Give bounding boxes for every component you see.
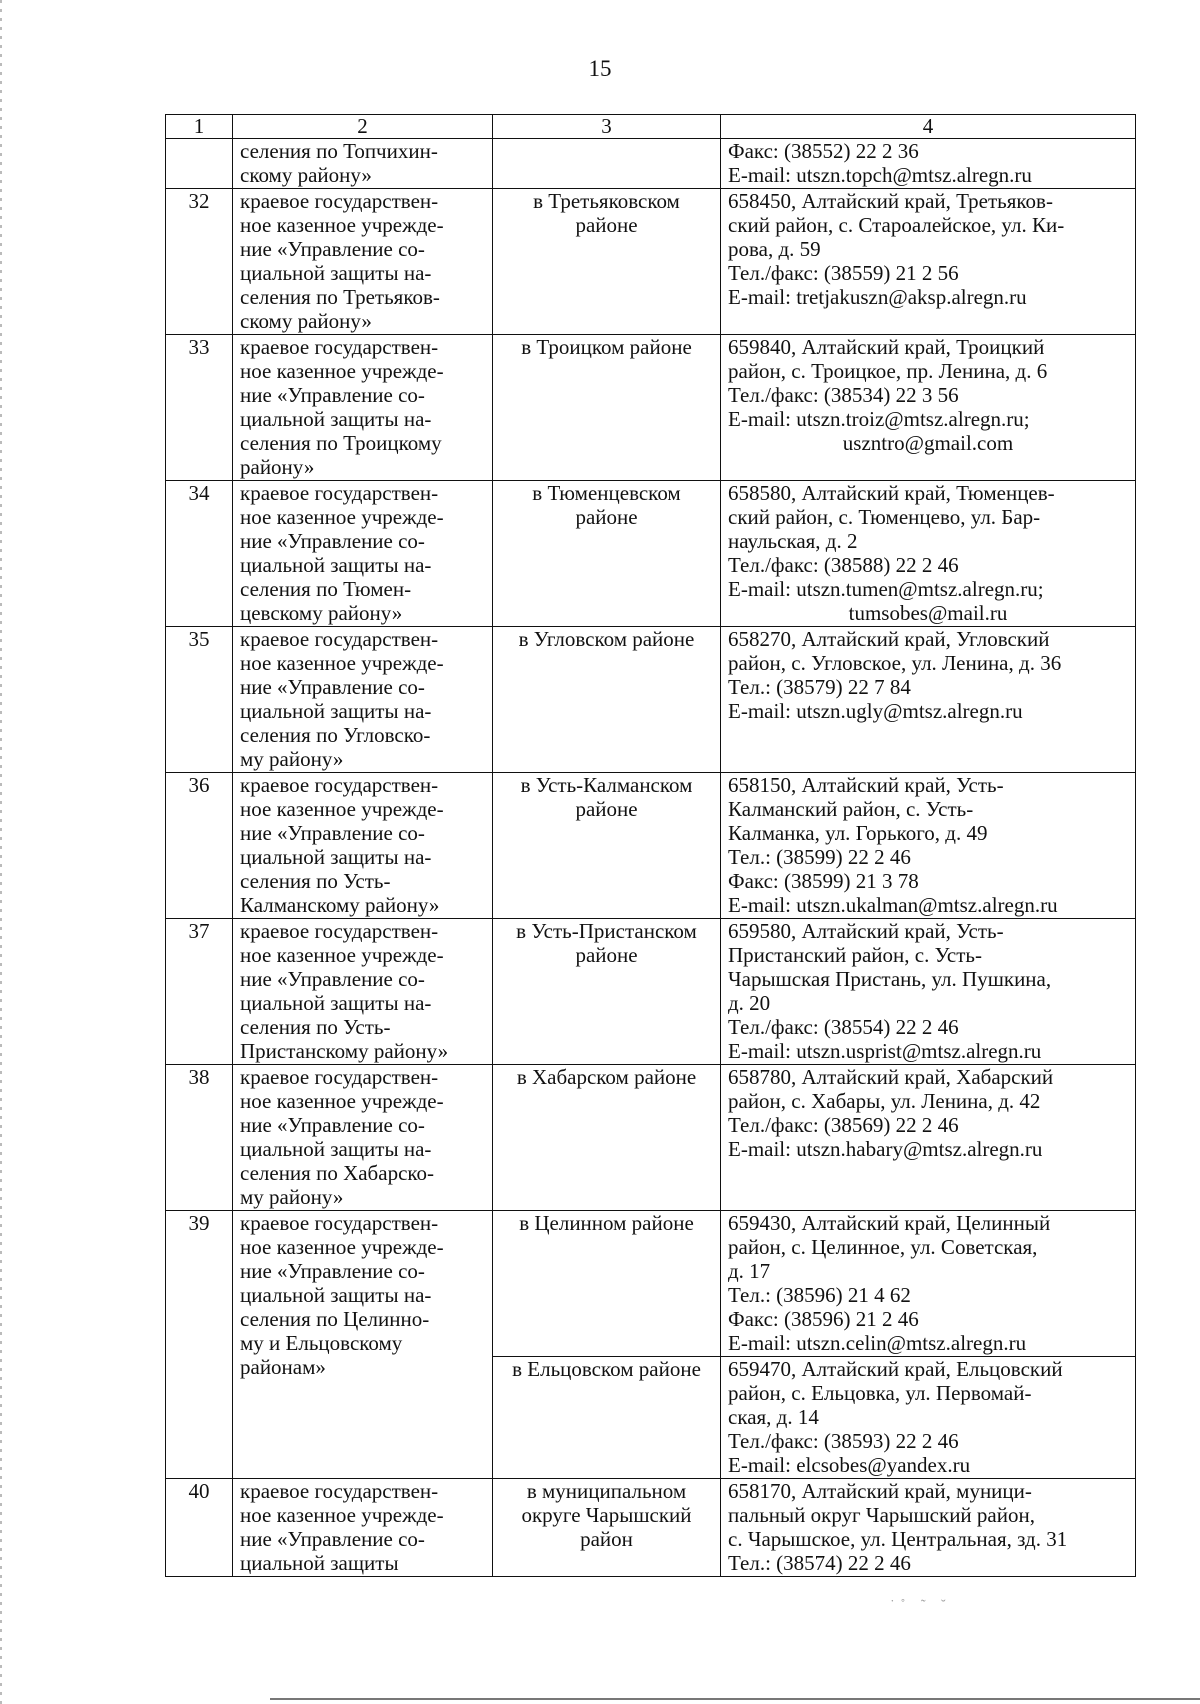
district-cell: в Ельцовском районе — [493, 1357, 721, 1479]
contact-line: ский район, с. Староалейское, ул. Ки- — [728, 213, 1065, 237]
contact-line: E-mail: utszn.ukalman@mtsz.alregn.ru — [728, 893, 1058, 917]
contact-line: Тел.: (38579) 22 7 84 — [728, 675, 911, 699]
page-number: 15 — [588, 56, 612, 81]
contact-line: Калманский район, с. Усть- — [728, 797, 974, 821]
contacts-cell — [721, 481, 1136, 627]
institution-name-line: скому району» — [240, 309, 372, 333]
institution-name-line: ное казенное учрежде- — [240, 213, 444, 237]
table-row — [166, 481, 1136, 627]
institution-name — [233, 139, 493, 189]
header-cell-1: 1 — [166, 115, 233, 139]
row-number — [166, 139, 233, 189]
header-cell-4: 4 — [721, 115, 1136, 139]
contact-line: 659470, Алтайский край, Ельцовский — [728, 1357, 1063, 1381]
district-cell: в Усть-Калманском районе — [493, 773, 721, 919]
institution-name — [233, 1479, 493, 1577]
district-cell: в Третьяковском районе — [493, 189, 721, 335]
institution-name-line: селения по Усть- — [240, 869, 391, 893]
institution-name-line: краевое государствен- — [240, 627, 439, 651]
table-row — [166, 189, 1136, 335]
institution-name-line: краевое государствен- — [240, 919, 439, 943]
contact-line: Тел./факс: (38534) 22 3 56 — [728, 383, 959, 407]
institution-name-line: району» — [240, 455, 315, 479]
row-number: 32 — [166, 189, 233, 335]
institution-name-line: ние «Управление со- — [240, 237, 425, 261]
institution-name-line: краевое государствен- — [240, 1211, 439, 1235]
district-cell — [493, 139, 721, 189]
contact-line: Калманка, ул. Горького, д. 49 — [728, 821, 988, 845]
institution-name-line: ние «Управление со- — [240, 1259, 425, 1283]
contacts-cell — [721, 335, 1136, 481]
institution-name — [233, 1211, 493, 1479]
institution-name-line: цевскому району» — [240, 601, 403, 625]
table-row — [166, 1211, 1136, 1357]
contact-line: ская, д. 14 — [728, 1405, 819, 1429]
header-cell-2: 2 — [233, 115, 493, 139]
contact-line: наульская, д. 2 — [728, 529, 858, 553]
table-row — [166, 919, 1136, 1065]
contact-line: ский район, с. Тюменцево, ул. Бар- — [728, 505, 1041, 529]
contact-line: район, с. Хабары, ул. Ленина, д. 42 — [728, 1089, 1041, 1113]
contact-line: Тел./факс: (38559) 21 2 56 — [728, 261, 959, 285]
institution-name-line: циальной защиты на- — [240, 407, 432, 431]
institution-name-line: ное казенное учрежде- — [240, 505, 444, 529]
row-number: 40 — [166, 1479, 233, 1577]
contact-line: Тел.: (38599) 22 2 46 — [728, 845, 911, 869]
table-header-row — [166, 115, 1136, 139]
district-cell: в Угловском районе — [493, 627, 721, 773]
contacts-cell — [721, 919, 1136, 1065]
contact-line: E-mail: utszn.usprist@mtsz.alregn.ru — [728, 1039, 1042, 1063]
institution-name-line: селения по Хабарско- — [240, 1161, 435, 1185]
institution-name-line: селения по Угловско- — [240, 723, 431, 747]
scan-smudge: ˙˚ ˜ ˘ — [890, 1598, 952, 1613]
institution-name-line: селения по Усть- — [240, 1015, 391, 1039]
table-row — [166, 627, 1136, 773]
institution-name-line: циальной защиты — [240, 1551, 399, 1575]
contact-line: Тел./факс: (38593) 22 2 46 — [728, 1429, 959, 1453]
contacts-cell — [721, 1211, 1136, 1357]
contact-line: район, с. Ельцовка, ул. Первомай- — [728, 1381, 1032, 1405]
institution-name-line: циальной защиты на- — [240, 845, 432, 869]
institution-name-line: ние «Управление со- — [240, 1113, 425, 1137]
contact-line: Чарышская Пристань, ул. Пушкина, — [728, 967, 1052, 991]
contact-line: пальный округ Чарышский район, — [728, 1503, 1035, 1527]
district-cell: в Целинном районе — [493, 1211, 721, 1357]
contact-line: Факс: (38596) 21 2 46 — [728, 1307, 919, 1331]
contacts-cell — [721, 139, 1136, 189]
row-number: 39 — [166, 1211, 233, 1479]
contact-line: Пристанский район, с. Усть- — [728, 943, 982, 967]
contact-line: 658580, Алтайский край, Тюменцев- — [728, 481, 1055, 505]
institution-name-line: ное казенное учрежде- — [240, 651, 444, 675]
institution-name-line: селения по Третьяков- — [240, 285, 440, 309]
contact-line: район, с. Троицкое, пр. Ленина, д. 6 — [728, 359, 1048, 383]
institution-name-line: ние «Управление со- — [240, 967, 425, 991]
row-number: 35 — [166, 627, 233, 773]
institution-name-line: ние «Управление со- — [240, 529, 425, 553]
institution-name-line: селения по Троицкому — [240, 431, 442, 455]
institution-name-line: Пристанскому району» — [240, 1039, 449, 1063]
table-row — [166, 773, 1136, 919]
institution-name-line: селения по Топчихин- — [240, 139, 438, 163]
district-cell: в Троицком районе — [493, 335, 721, 481]
institution-name — [233, 1065, 493, 1211]
institution-name-line: циальной защиты на- — [240, 553, 432, 577]
institution-name-line: ное казенное учрежде- — [240, 1503, 444, 1527]
contact-line: Факс: (38552) 22 2 36 — [728, 139, 919, 163]
contact-line: д. 17 — [728, 1259, 771, 1283]
institution-name-line: ное казенное учрежде- — [240, 1089, 444, 1113]
contacts-cell — [721, 773, 1136, 919]
institution-name-line: ние «Управление со- — [240, 383, 425, 407]
institution-name-line: краевое государствен- — [240, 335, 439, 359]
contacts-cell — [721, 1357, 1136, 1479]
contact-line: 658170, Алтайский край, муници- — [728, 1479, 1032, 1503]
contact-line: д. 20 — [728, 991, 771, 1015]
header-cell-3: 3 — [493, 115, 721, 139]
row-number: 38 — [166, 1065, 233, 1211]
contact-line: E-mail: elcsobes@yandex.ru — [728, 1453, 971, 1477]
contact-line: E-mail: utszn.tumen@mtsz.alregn.ru; — [728, 577, 1044, 601]
table-row — [166, 1065, 1136, 1211]
contact-line: 658270, Алтайский край, Угловский — [728, 627, 1050, 651]
contacts-cell — [721, 1479, 1136, 1577]
contact-line: E-mail: tretjakuszn@aksp.alregn.ru — [728, 285, 1027, 309]
institution-name-line: ное казенное учрежде- — [240, 943, 444, 967]
contact-line: 658780, Алтайский край, Хабарский — [728, 1065, 1054, 1089]
institution-name-line: ное казенное учрежде- — [240, 797, 444, 821]
institution-name-line: циальной защиты на- — [240, 1137, 432, 1161]
row-number: 37 — [166, 919, 233, 1065]
institution-name-line: селения по Целинно- — [240, 1307, 430, 1331]
row-number: 36 — [166, 773, 233, 919]
contact-line: район, с. Угловское, ул. Ленина, д. 36 — [728, 651, 1062, 675]
institution-name-line: му району» — [240, 1185, 344, 1209]
institution-name-line: краевое государствен- — [240, 481, 439, 505]
contact-line: E-mail: utszn.ugly@mtsz.alregn.ru — [728, 699, 1023, 723]
institution-name — [233, 773, 493, 919]
contact-line: Тел.: (38574) 22 2 46 — [728, 1551, 911, 1575]
contact-line: Тел./факс: (38569) 22 2 46 — [728, 1113, 959, 1137]
institution-name-line: му району» — [240, 747, 344, 771]
contact-line: Факс: (38599) 21 3 78 — [728, 869, 919, 893]
institution-name-line: краевое государствен- — [240, 189, 439, 213]
contact-line: район, с. Целинное, ул. Советская, — [728, 1235, 1038, 1259]
contact-line: 658450, Алтайский край, Третьяков- — [728, 189, 1053, 213]
institution-name-line: циальной защиты на- — [240, 261, 432, 285]
scan-bottom-edge — [270, 1698, 1200, 1700]
contact-line: Тел.: (38596) 21 4 62 — [728, 1283, 911, 1307]
institution-name-line: циальной защиты на- — [240, 699, 432, 723]
district-cell: в Хабарском районе — [493, 1065, 721, 1211]
contact-line: 659840, Алтайский край, Троицкий — [728, 335, 1045, 359]
row-number: 34 — [166, 481, 233, 627]
contact-line: E-mail: utszn.troiz@mtsz.alregn.ru; — [728, 407, 1030, 431]
institution-name — [233, 919, 493, 1065]
institution-name-line: краевое государствен- — [240, 1479, 439, 1503]
contact-line: с. Чарышское, ул. Центральная, зд. 31 — [728, 1527, 1068, 1551]
table-body — [166, 115, 1136, 1577]
institution-name — [233, 335, 493, 481]
contact-line: 658150, Алтайский край, Усть- — [728, 773, 1004, 797]
institution-name-line: краевое государствен- — [240, 1065, 439, 1089]
institution-name — [233, 189, 493, 335]
district-cell: в Тюменцевском районе — [493, 481, 721, 627]
table-row — [166, 1479, 1136, 1577]
district-cell: в муниципальном округе Чарышский район — [493, 1479, 721, 1577]
contact-line: E-mail: utszn.celin@mtsz.alregn.ru — [728, 1331, 1027, 1355]
table-row — [166, 335, 1136, 481]
institution-name-line: му и Ельцовскому — [240, 1331, 403, 1355]
institution-name-line: селения по Тюмен- — [240, 577, 412, 601]
row-number: 33 — [166, 335, 233, 481]
contacts-cell — [721, 1065, 1136, 1211]
contact-line: Тел./факс: (38588) 22 2 46 — [728, 553, 959, 577]
contacts-cell — [721, 189, 1136, 335]
institution-name-line: районам» — [240, 1355, 326, 1379]
institution-name — [233, 627, 493, 773]
contact-line: 659580, Алтайский край, Усть- — [728, 919, 1004, 943]
institution-name-line: скому району» — [240, 163, 372, 187]
institution-name-line: циальной защиты на- — [240, 1283, 432, 1307]
contact-line-centered: uszntro@gmail.com — [842, 431, 1014, 455]
institution-name-line: ное казенное учрежде- — [240, 1235, 444, 1259]
district-cell: в Усть-Пристанском районе — [493, 919, 721, 1065]
institution-name-line: ние «Управление со- — [240, 821, 425, 845]
institution-name-line: циальной защиты на- — [240, 991, 432, 1015]
table-row — [166, 139, 1136, 189]
contact-line-centered: tumsobes@mail.ru — [848, 601, 1008, 625]
institution-name-line: краевое государствен- — [240, 773, 439, 797]
contact-line: 659430, Алтайский край, Целинный — [728, 1211, 1051, 1235]
contact-line: Тел./факс: (38554) 22 2 46 — [728, 1015, 959, 1039]
contacts-cell — [721, 627, 1136, 773]
contact-line: E-mail: utszn.topch@mtsz.alregn.ru — [728, 163, 1032, 187]
institutions-table — [165, 114, 1136, 1577]
institution-name — [233, 481, 493, 627]
institution-name-line: ное казенное учрежде- — [240, 359, 444, 383]
institution-name-line: Калманскому району» — [240, 893, 440, 917]
institution-name-line: ние «Управление со- — [240, 675, 425, 699]
institution-name-line: ние «Управление со- — [240, 1527, 425, 1551]
contact-line: рова, д. 59 — [728, 237, 821, 261]
scan-edge-artifact — [0, 0, 2, 1704]
contact-line: E-mail: utszn.habary@mtsz.alregn.ru — [728, 1137, 1043, 1161]
